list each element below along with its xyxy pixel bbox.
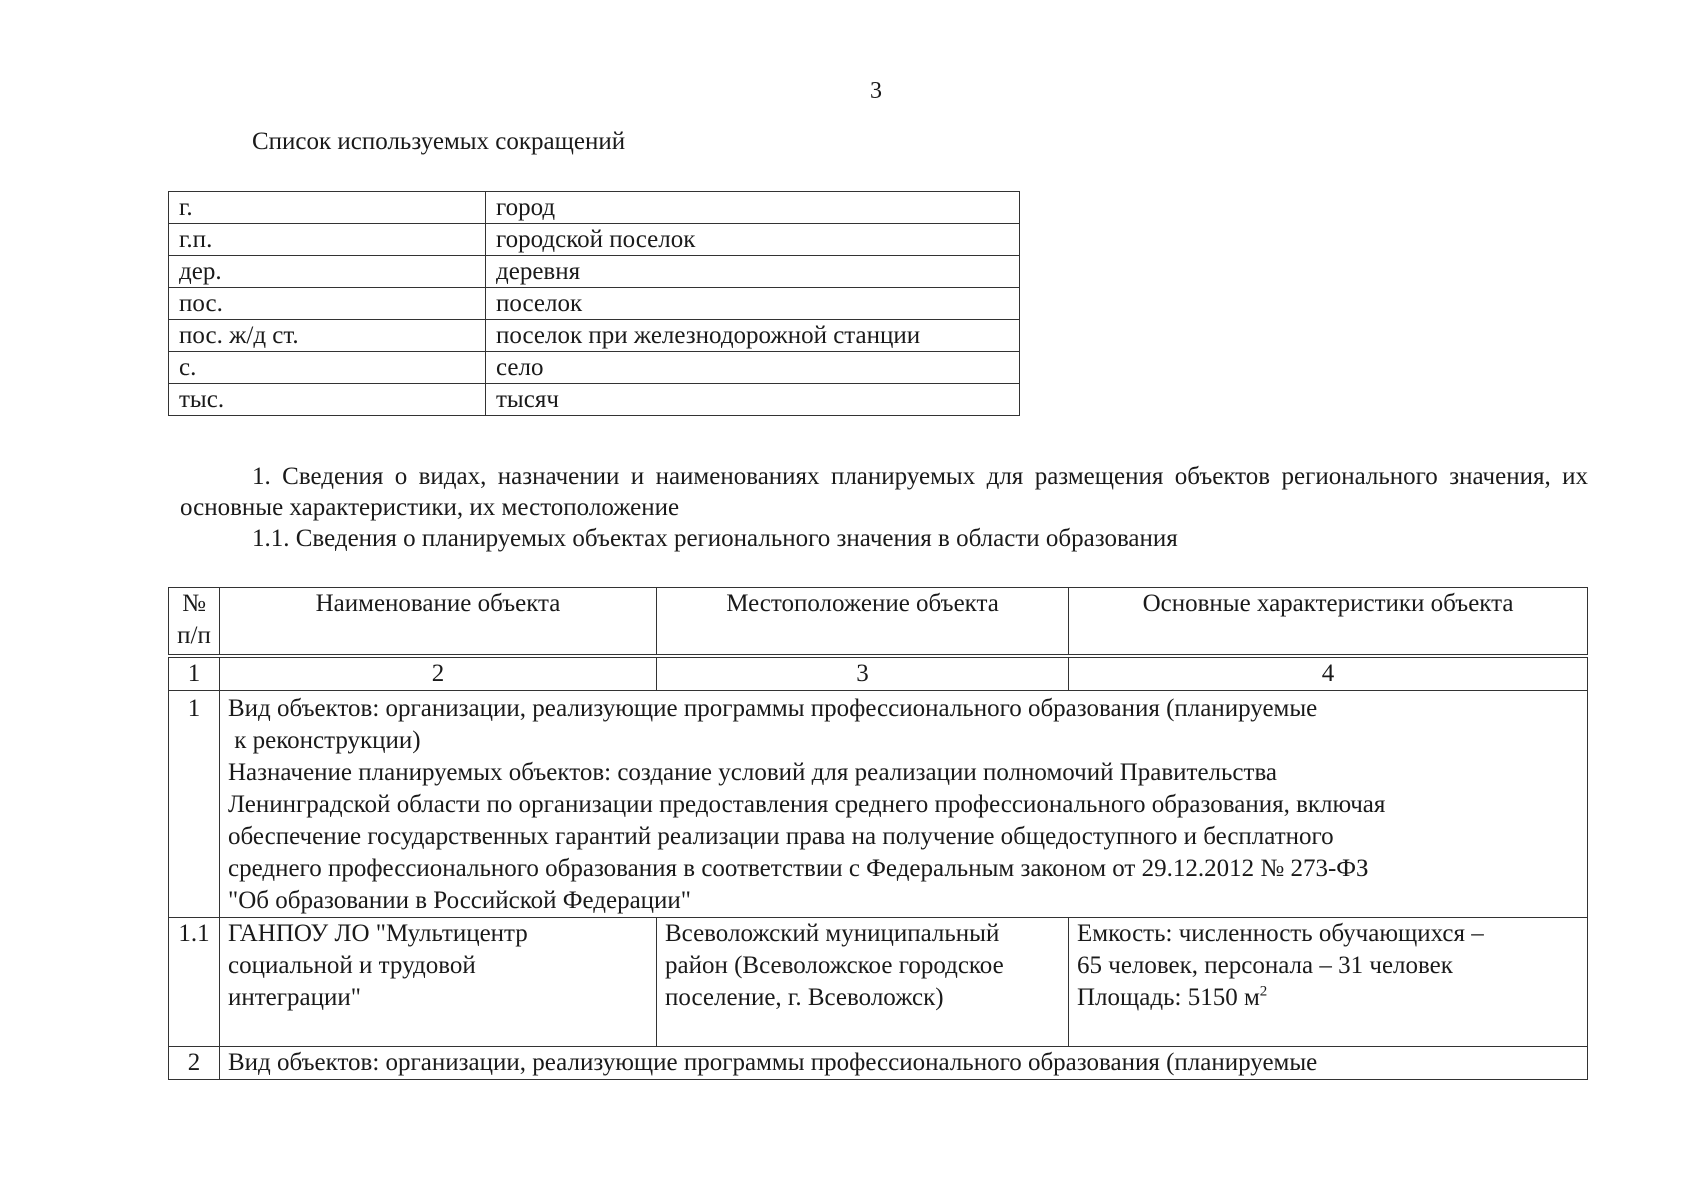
item1-1-location-line: поселение, г. Всеволожск): [665, 984, 944, 1011]
table-row: [169, 192, 1020, 224]
section-heading-text: 1. Сведения о видах, назначении и наименованиях планируемых для размещения объектов регионального значения, их основные характеристики, их местоположение: [180, 463, 1588, 521]
column-number-row: [169, 656, 1588, 691]
header-num-line2: п/п: [177, 622, 211, 649]
abbreviation-meaning-cell: город: [486, 192, 1020, 224]
group1-line: "Об образовании в Российской Федерации": [228, 887, 692, 914]
abbreviation-cell: г.: [169, 192, 486, 224]
table-row: [169, 224, 1020, 256]
abbreviation-cell: дер.: [169, 256, 486, 288]
group1-line: Назначение планируемых объектов: создание условий для реализации полномочий Правительства: [228, 759, 1278, 786]
table-row: [169, 352, 1020, 384]
abbreviations-table-body: [169, 192, 1020, 416]
table-header-row: [169, 588, 1588, 657]
table-row: [169, 256, 1020, 288]
header-characteristics: Основные характеристики объекта: [1069, 588, 1588, 657]
item1-1-location-line: Всеволожский муниципальный: [665, 920, 1000, 947]
header-num: [169, 588, 220, 657]
abbreviations-table: [168, 191, 1020, 416]
group1-line: среднего профессионального образования в соответствии с Федеральным законом от 29.12.2012 № 273-ФЗ: [228, 855, 1369, 882]
column-number-1: 1: [169, 656, 220, 691]
abbreviation-meaning-cell: поселок: [486, 288, 1020, 320]
item1-1-characteristics: [1069, 918, 1588, 1047]
section-heading: [180, 461, 1588, 523]
abbreviation-cell: г.п.: [169, 224, 486, 256]
table-row: [169, 320, 1020, 352]
abbreviation-meaning-cell: село: [486, 352, 1020, 384]
table-row: [169, 918, 1588, 1047]
page-number: 3: [870, 78, 882, 104]
item1-1-characteristics-line: Емкость: численность обучающихся –: [1077, 920, 1484, 947]
group1-line: Вид объектов: организации, реализующие программы профессионального образования (планируемые: [228, 695, 1318, 722]
column-number-4: 4: [1069, 656, 1588, 691]
group2-description: Вид объектов: организации, реализующие программы профессионального образования (планируемые: [220, 1047, 1588, 1080]
abbreviations-title: Список используемых сокращений: [252, 128, 626, 155]
table-row: [169, 384, 1020, 416]
item1-1-num: 1.1: [169, 918, 220, 1047]
abbreviation-meaning-cell: поселок при железнодорожной станции: [486, 320, 1020, 352]
item1-1-characteristics-line: 65 человек, персонала – 31 человек: [1077, 952, 1453, 979]
table-row: [169, 691, 1588, 918]
column-number-2: 2: [220, 656, 657, 691]
header-location: Местоположение объекта: [657, 588, 1069, 657]
item1-1-location: [657, 918, 1069, 1047]
abbreviation-cell: пос. ж/д ст.: [169, 320, 486, 352]
item1-1-area-sup: 2: [1259, 983, 1268, 1000]
abbreviation-meaning-cell: городской поселок: [486, 224, 1020, 256]
abbreviation-cell: пос.: [169, 288, 486, 320]
item1-1-name-line: ГАНПОУ ЛО "Мультицентр: [228, 920, 528, 947]
group1-line: к реконструкции): [228, 727, 421, 754]
table-row: [169, 1047, 1588, 1080]
item1-1-name-line: социальной и трудовой: [228, 952, 476, 979]
item1-1-location-line: район (Всеволожское городское: [665, 952, 1004, 979]
group1-num: 1: [169, 691, 220, 918]
group2-num: 2: [169, 1047, 220, 1080]
abbreviation-meaning-cell: деревня: [486, 256, 1020, 288]
subsection-heading: 1.1. Сведения о планируемых объектах регионального значения в области образования: [252, 525, 1178, 552]
item1-1-name: [220, 918, 657, 1047]
abbreviation-cell: тыс.: [169, 384, 486, 416]
item1-1-area-label: Площадь: 5150 м: [1077, 984, 1260, 1011]
group1-line: обеспечение государственных гарантий реализации права на получение общедоступного и бесплатного: [228, 823, 1334, 850]
item1-1-area: [1077, 982, 1579, 1014]
table-row: [169, 288, 1020, 320]
header-num-line1: №: [182, 590, 206, 617]
abbreviation-cell: с.: [169, 352, 486, 384]
group1-line: Ленинградской области по организации предоставления среднего профессионального образования, включая: [228, 791, 1386, 818]
header-name: Наименование объекта: [220, 588, 657, 657]
column-number-3: 3: [657, 656, 1069, 691]
abbreviation-meaning-cell: тысяч: [486, 384, 1020, 416]
item1-1-name-line: интеграции": [228, 984, 361, 1011]
objects-table: [168, 587, 1588, 1080]
group1-description: [220, 691, 1588, 918]
